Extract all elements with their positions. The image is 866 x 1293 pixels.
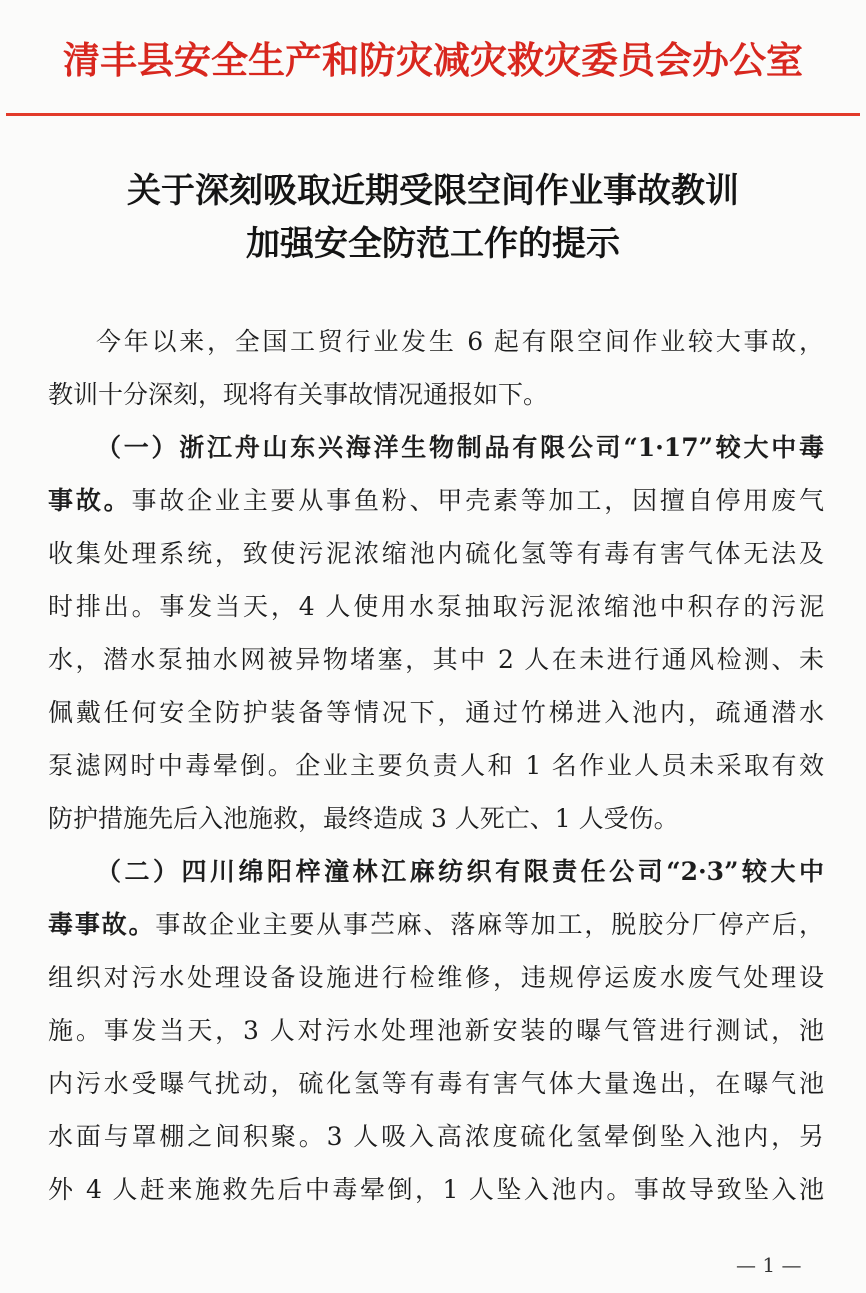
paragraph-text: 事故企业主要从事鱼粉、甲壳素等加工，因擅自停用废气: [131, 486, 824, 515]
paragraph-line: 佩戴任何安全防护装备等情况下，通过竹梯进入池内，疏通潜水: [48, 698, 824, 727]
paragraph-line: 施。事发当天，3 人对污水处理池新安装的曝气管进行测试，池: [48, 1016, 824, 1045]
paragraph-line: [48, 481, 824, 517]
letterhead: 清丰县安全生产和防灾减灾救灾委员会办公室: [63, 38, 803, 82]
paragraph-line: 防护措施先后入池施救，最终造成 3 人死亡、1 人受伤。: [48, 804, 679, 833]
paragraph-text: 事故企业主要从事苎麻、落麻等加工，脱胶分厂停产后，: [155, 910, 824, 939]
paragraph-line: 时排出。事发当天，4 人使用水泵抽取污泥浓缩池中积存的污泥: [48, 592, 824, 621]
paragraph-line: 内污水受曝气扰动，硫化氢等有毒有害气体大量逸出，在曝气池: [48, 1069, 824, 1098]
document-title-line-1: 关于深刻吸取近期受限空间作业事故教训: [127, 171, 739, 211]
paragraph-line: 水，潜水泵抽水网被异物堵塞，其中 2 人在未进行通风检测、未: [48, 645, 824, 674]
section-heading-line: （一）浙江舟山东兴海洋生物制品有限公司“1·17”较大中毒: [96, 433, 824, 462]
section-heading-tail: 毒事故。: [48, 910, 156, 939]
section-heading-line: （二）四川绵阳梓潼林江麻纺织有限责任公司“2·3”较大中: [96, 857, 824, 886]
paragraph-line: 外 4 人赶来施救先后中毒晕倒，1 人坠入池内。事故导致坠入池: [48, 1175, 824, 1204]
paragraph-line: 收集处理系统，致使污泥浓缩池内硫化氢等有毒有害气体无法及: [48, 539, 824, 568]
document-title-line-2: 加强安全防范工作的提示: [246, 224, 620, 264]
section-heading-tail: 事故。: [48, 486, 132, 515]
paragraph-line: 教训十分深刻，现将有关事故情况通报如下。: [48, 380, 549, 409]
letterhead-divider: [6, 113, 860, 116]
paragraph-line: 今年以来，全国工贸行业发生 6 起有限空间作业较大事故，: [96, 327, 824, 356]
page-number: — 1 —: [736, 1253, 802, 1277]
paragraph-line: 泵滤网时中毒晕倒。企业主要负责人和 1 名作业人员未采取有效: [48, 751, 824, 780]
paragraph-line: 水面与罩棚之间积聚。3 人吸入高浓度硫化氢晕倒坠入池内，另: [48, 1122, 824, 1151]
paragraph-line: 组织对污水处理设备设施进行检维修，违规停运废水废气处理设: [48, 963, 824, 992]
paragraph-line: [48, 905, 824, 941]
